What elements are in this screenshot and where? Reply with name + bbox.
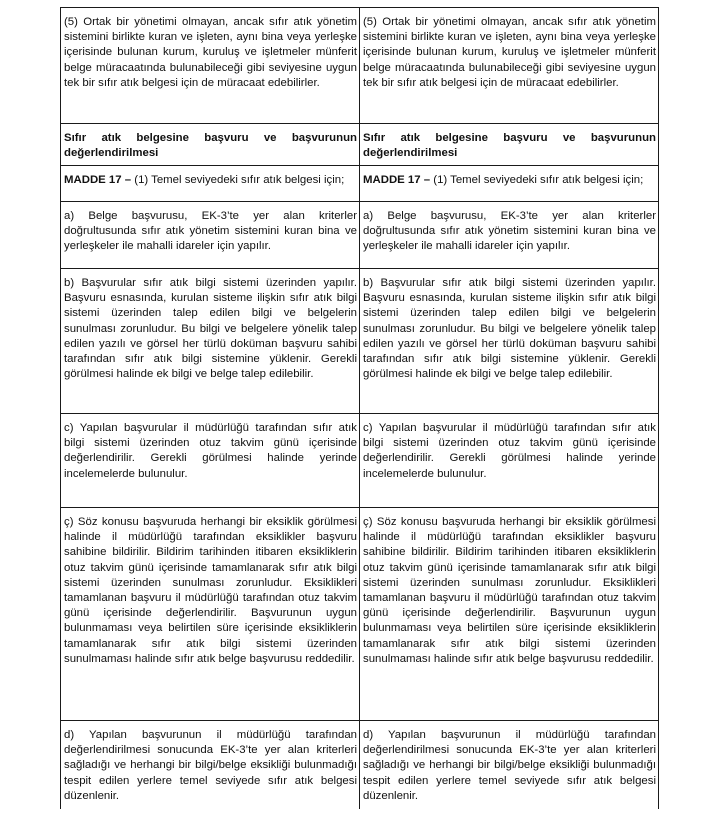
cell-text: (5) Ortak bir yönetimi olmayan, ancak sıfır atık yönetim sistemini birlikte kuran ve işleten, aynı bina veya yerleşke içerisinde bulunan kurum, kuruluş ve işletmeler münferit belge müracaatında bulunabileceği gibi seviyesine uygun tek bir sıfır atık belgesi için de müracaat edebilirler. xyxy=(363,16,656,89)
left-cell-section-heading xyxy=(61,124,360,166)
cell-text: d) Yapılan başvurunun il müdürlüğü tarafından değerlendirilmesi sonucunda EK-3’te yer alan kriterleri sağladığı ve herhangi bir bilgi/belge eksikliği bulunmadığı tespit edilen yerlere temel seviyede sıfır atık belgesi düzenlenir. xyxy=(64,729,357,802)
left-cell-article-17 xyxy=(61,166,360,202)
section-heading: Sıfır atık belgesine başvuru ve başvurunun değerlendirilmesi xyxy=(363,132,656,160)
cell-text: d) Yapılan başvurunun il müdürlüğü tarafından değerlendirilmesi sonucunda EK-3’te yer alan kriterleri sağladığı ve herhangi bir bilgi/belge eksikliği bulunmadığı tespit edilen yerlere temel seviyede sıfır atık belgesi düzenlenir. xyxy=(363,729,656,802)
left-cell-clause-b xyxy=(61,269,360,414)
table-row xyxy=(61,721,659,810)
cell-text: c) Yapılan başvurular il müdürlüğü tarafından sıfır atık bilgi sistemi üzerinden otuz takvim günü içerisinde değerlendirilir. Gerekli görülmesi halinde yerinde incelemelerde bulunulur. xyxy=(64,422,357,480)
right-cell-clause-b xyxy=(360,269,659,414)
right-cell-section-heading xyxy=(360,124,659,166)
left-cell-paragraph-5 xyxy=(61,8,360,124)
cell-text: a) Belge başvurusu, EK-3’te yer alan kriterler doğrultusunda sıfır atık yönetim sistemini kuran bina ve yerleşkeler ile mahalli idareler için yapılır. xyxy=(363,210,656,253)
table-row xyxy=(61,166,659,202)
left-cell-clause-c xyxy=(61,414,360,508)
comparison-table xyxy=(60,7,659,809)
article-line xyxy=(363,166,656,188)
cell-text: ç) Söz konusu başvuruda herhangi bir eksiklik görülmesi halinde il müdürlüğü tarafından eksiklikler başvuru sahibine bildirilir. Bildirim tarihinden itibaren eksikliklerin otuz takvim günü içerisinde tamamlanarak sıfır atık bilgi sistemi üzerinden sunulması zorunludur. Eksiklikleri tamamlanan başvuru il müdürlüğü tarafından otuz takvim günü içerisinde değerlendirilir. Başvurunun uygun bulunmaması veya belirtilen süre içerisinde eksikliklerin tamamlanarak sıfır atık bilgi sistemi üzerinden sunulmaması halinde sıfır atık belge başvurusu reddedilir. xyxy=(64,516,357,665)
article-line xyxy=(64,166,357,188)
table-row xyxy=(61,202,659,269)
cell-text: b) Başvurular sıfır atık bilgi sistemi üzerinden yapılır. Başvuru esnasında, kurulan sisteme ilişkin sıfır atık bilgi sistemi üzerinden talep edilen bilgi ve belgelerin sunulması zorunludur. Bu bilgi ve belgelere yönelik talep edilen yazılı ve görsel her türlü doküman başvuru sahibi tarafından sıfır atık bilgi sistemine yüklenir. Gerekli görülmesi halinde ek bilgi ve belge talep edilebilir. xyxy=(363,277,656,381)
right-cell-clause-c-cedilla xyxy=(360,508,659,721)
article-number: MADDE 17 – xyxy=(64,174,132,186)
table-row xyxy=(61,8,659,124)
article-text: (1) Temel seviyedeki sıfır atık belgesi için; xyxy=(131,174,345,186)
left-cell-clause-c-cedilla xyxy=(61,508,360,721)
table-row xyxy=(61,124,659,166)
table-row xyxy=(61,508,659,721)
right-cell-clause-d xyxy=(360,721,659,810)
cell-text: b) Başvurular sıfır atık bilgi sistemi üzerinden yapılır. Başvuru esnasında, kurulan sisteme ilişkin sıfır atık bilgi sistemi üzerinden talep edilen bilgi ve belgelerin sunulması zorunludur. Bu bilgi ve belgelere yönelik talep edilen yazılı ve görsel her türlü doküman başvuru sahibi tarafından sıfır atık bilgi sistemine yüklenir. Gerekli görülmesi halinde ek bilgi ve belge talep edilebilir. xyxy=(64,277,357,381)
cell-text: c) Yapılan başvurular il müdürlüğü tarafından sıfır atık bilgi sistemi üzerinden otuz takvim günü içerisinde değerlendirilir. Gerekli görülmesi halinde yerinde incelemelerde bulunulur. xyxy=(363,422,656,480)
article-number: MADDE 17 – xyxy=(363,174,431,186)
right-cell-clause-c xyxy=(360,414,659,508)
left-cell-clause-a xyxy=(61,202,360,269)
right-cell-clause-a xyxy=(360,202,659,269)
table-row xyxy=(61,414,659,508)
cell-text: a) Belge başvurusu, EK-3’te yer alan kriterler doğrultusunda sıfır atık yönetim sistemini kuran bina ve yerleşkeler ile mahalli idareler için yapılır. xyxy=(64,210,357,253)
cell-text: (5) Ortak bir yönetimi olmayan, ancak sıfır atık yönetim sistemini birlikte kuran ve işleten, aynı bina veya yerleşke içerisinde bulunan kurum, kuruluş ve işletmeler münferit belge müracaatında bulunabileceği gibi seviyesine uygun tek bir sıfır atık belgesi için de müracaat edebilirler. xyxy=(64,16,357,89)
table-row xyxy=(61,269,659,414)
left-cell-clause-d xyxy=(61,721,360,810)
article-text: (1) Temel seviyedeki sıfır atık belgesi için; xyxy=(430,174,644,186)
section-heading: Sıfır atık belgesine başvuru ve başvurunun değerlendirilmesi xyxy=(64,132,357,160)
right-cell-article-17 xyxy=(360,166,659,202)
cell-text: ç) Söz konusu başvuruda herhangi bir eksiklik görülmesi halinde il müdürlüğü tarafından eksiklikler başvuru sahibine bildirilir. Bildirim tarihinden itibaren eksikliklerin otuz takvim günü içerisinde tamamlanarak sıfır atık bilgi sistemi üzerinden sunulması zorunludur. Eksiklikleri tamamlanan başvuru il müdürlüğü tarafından otuz takvim günü içerisinde değerlendirilir. Başvurunun uygun bulunmaması veya belirtilen süre içerisinde eksikliklerin tamamlanarak sıfır atık bilgi sistemi üzerinden sunulmaması halinde sıfır atık belge başvurusu reddedilir. xyxy=(363,516,656,665)
right-cell-paragraph-5 xyxy=(360,8,659,124)
